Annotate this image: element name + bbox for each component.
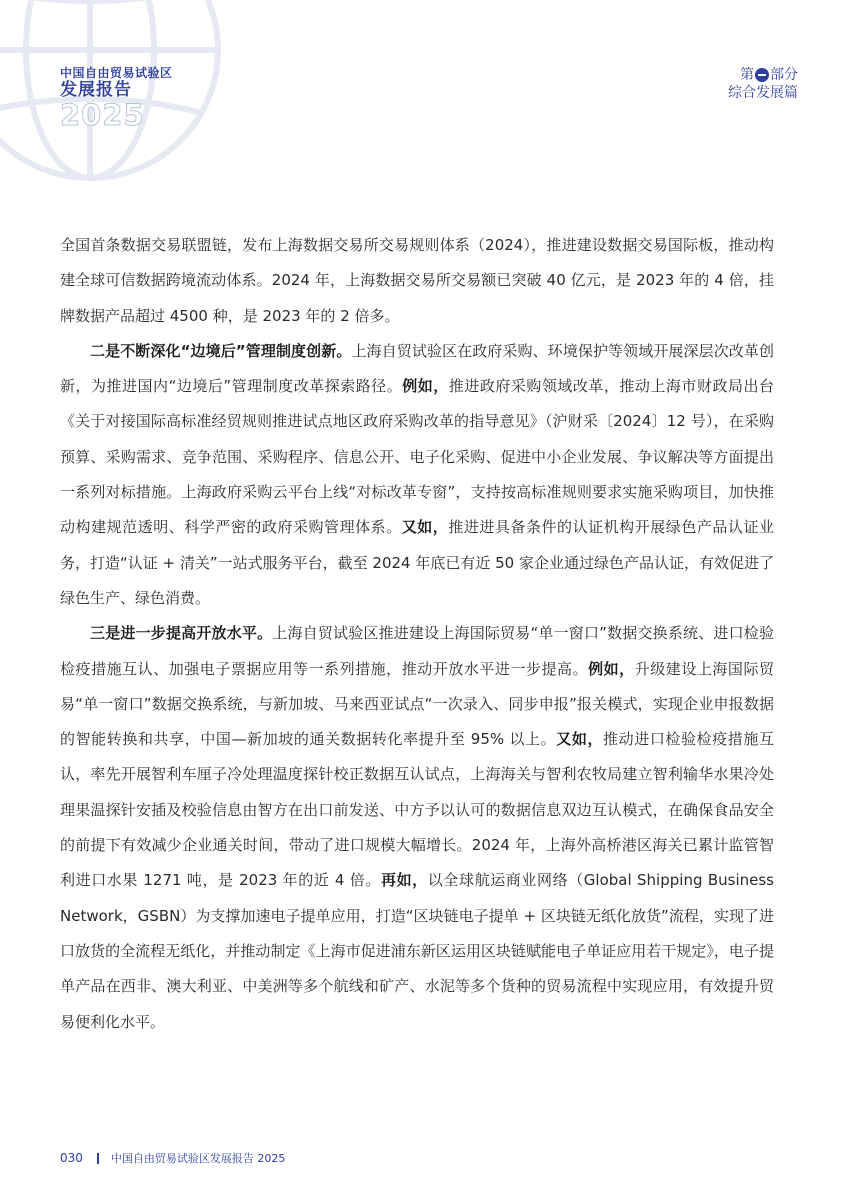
paragraph-2-text-3: 推进进具备条件的认证机构开展绿色产品认证业务，打造“认证 + 清关”一站式服务平台，截至 2024 年底已有近 50 家企业通过绿色产品认证，有效促进了绿色生产、绿色消费。 (60, 518, 774, 607)
paragraph-1: 全国首条数据交易联盟链，发布上海数据交易所交易规则体系（2024），推进建设数据交易国际板，推动构建全球可信数据跨境流动体系。2024 年，上海数据交易所交易额已突破 40 亿元，是 2023 年的 4 倍，挂牌数据产品超过 4500 种，是 2023 年的 2 倍多。 (60, 236, 774, 325)
report-title-block (60, 66, 173, 130)
paragraph-3 (60, 616, 774, 1040)
page-footer (60, 1150, 285, 1166)
report-title: 发展报告 (60, 80, 132, 100)
paragraph-3-keyword-2: 又如， (556, 730, 604, 749)
section-label (728, 66, 798, 102)
section-suffix: 部分 (770, 67, 798, 83)
section-number-one-icon (755, 68, 769, 82)
paragraph-2-lead: 二是不断深化“边境后”管理制度创新。 (90, 341, 352, 360)
paragraph-3-lead: 三是进一步提高开放水平。 (90, 624, 273, 643)
report-year: 2025 (60, 98, 145, 132)
paragraph-2-keyword-2: 又如， (401, 518, 449, 537)
paragraph-2-keyword-1: 例如， (402, 377, 449, 396)
paragraph-3-keyword-1: 例如， (588, 659, 635, 678)
paragraph-3-text-4: 以全球航运商业网络（Global Shipping Business Network，GSBN）为支撑加速电子提单应用，打造“区块链电子提单 + 区块链无纸化放货”流程，实现了进口放货的全流程无纸化，并推动制定《上海市促进浦东新区运用区块链赋能电子单证应用若干规定》，电子提单产品在西非、澳大利亚、中美洲等多个航线和矿产、水泥等多个货种的贸易流程中实现应用，有效提升贸易便利化水平。 (60, 871, 774, 1031)
article-body (60, 228, 774, 1040)
paragraph-2 (60, 334, 774, 616)
paragraph-2-text-1: 上海自贸试验区在政府采购、环境保护等领域开展深层次改革创新，为推进国内“边境后”管理制度改革探索路径。 (60, 341, 774, 396)
page-number: 030 (60, 1151, 83, 1165)
section-name: 综合发展篇 (728, 85, 798, 101)
paragraph-3-keyword-3: 再如， (380, 871, 428, 890)
report-series-title: 中国自由贸易试验区 (60, 66, 173, 80)
paragraph-3-text-2: 升级建设上海国际贸易“单一窗口”数据交换系统，与新加坡、马来西亚试点“一次录入、同步申报”报关模式，实现企业申报数据的智能转换和共享，中国—新加坡的通关数据转化率提升至 95% 以上。 (60, 659, 774, 749)
section-prefix: 第 (740, 67, 754, 83)
paragraph-3-text-3: 推动进口检验检疫措施互认，率先开展智利车厘子冷处理温度探针校正数据互认试点，上海海关与智利农牧局建立智利输华水果冷处理果温探针安插及校验信息由智方在出口前发送、中方予以认可的数据信息双边互认模式，在确保食品安全的前提下有效减少企业通关时间，带动了进口规模大幅增长。2024 年，上海外高桥港区海关已累计监管智利进口水果 1271 吨，是 2023 年的近 4 倍。 (60, 730, 774, 890)
paragraph-3-text-1: 上海自贸试验区推进建设上海国际贸易“单一窗口”数据交换系统、进口检验检疫措施互认、加强电子票据应用等一系列措施，推动开放水平进一步提高。 (60, 624, 774, 678)
paragraph-2-text-2: 推进政府采购领域改革，推动上海市财政局出台《关于对接国际高标准经贸规则推进试点地区政府采购改革的指导意见》（沪财采〔2024〕12 号），在采购预算、采购需求、竞争范围、采购程序、信息公开、电子化采购、促进中小企业发展、争议解决等方面提出一系列对标措施。上海政府采购云平台上线“对标改革专窗”，支持按高标准规则要求实施采购项目，加快推动构建规范透明、科学严密的政府采购管理体系。 (60, 377, 775, 537)
footer-divider (97, 1153, 99, 1164)
footer-title: 中国自由贸易试验区发展报告 2025 (110, 1152, 286, 1165)
